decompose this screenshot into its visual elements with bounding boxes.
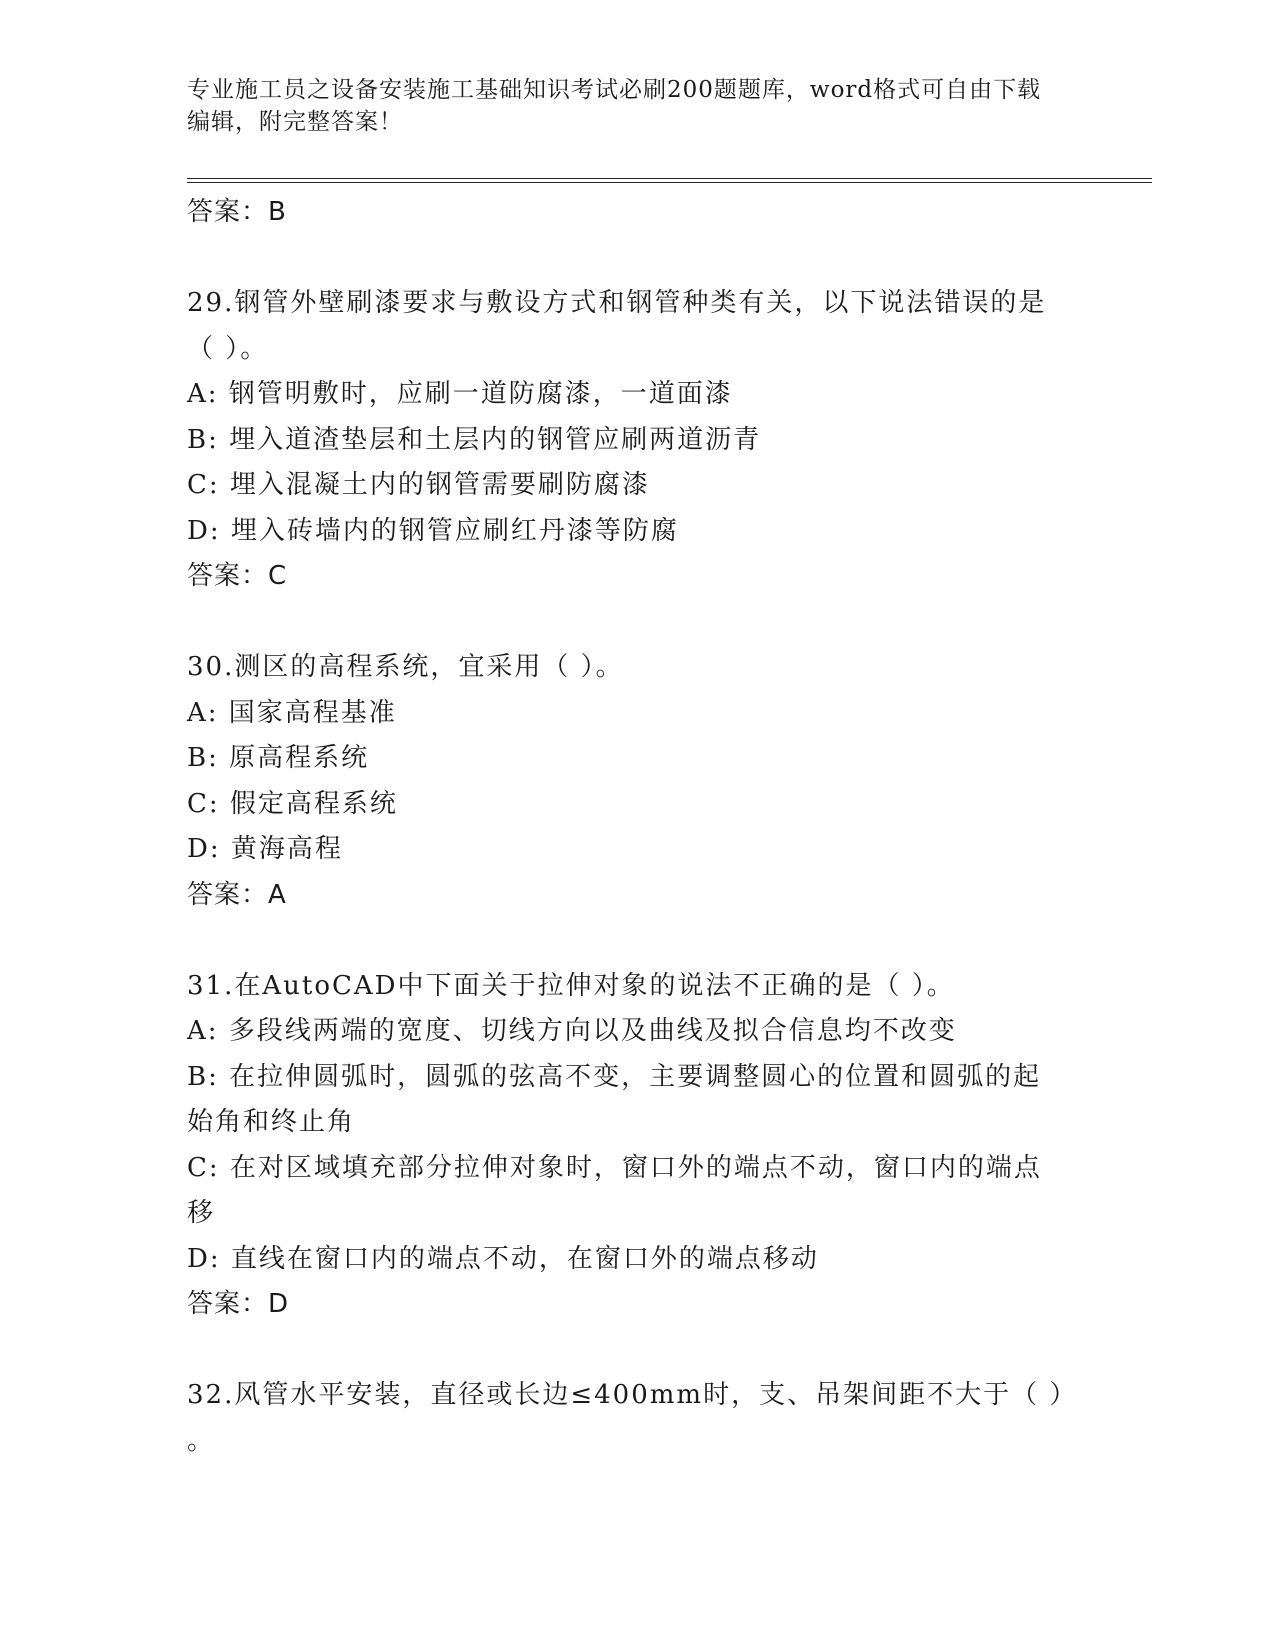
header-divider-top bbox=[187, 178, 1152, 179]
document-header bbox=[187, 74, 1087, 138]
question-stem: 31.在AutoCAD中下面关于拉伸对象的说法不正确的是（ ）。 bbox=[187, 970, 955, 1001]
answer: 答案：C bbox=[187, 561, 288, 591]
spacer bbox=[187, 236, 1087, 282]
header-line-2: 编辑，附完整答案！ bbox=[187, 109, 403, 135]
question-30 bbox=[187, 645, 1087, 918]
spacer bbox=[187, 918, 1087, 964]
answer-previous: 答案：B bbox=[187, 197, 287, 227]
question-29 bbox=[187, 281, 1087, 600]
option-d: D: 黄海高程 bbox=[187, 834, 343, 864]
option-a: A: 多段线两端的宽度、切线方向以及曲线及拟合信息均不改变 bbox=[187, 1016, 957, 1046]
question-list bbox=[187, 190, 1087, 1464]
option-d: D: 直线在窗口内的端点不动，在窗口外的端点移动 bbox=[187, 1243, 819, 1274]
option-b: B: 在拉伸圆弧时，圆弧的弦高不变，主要调整圆心的位置和圆弧的起 bbox=[187, 1061, 1042, 1092]
option-b: B: 埋入道渣垫层和土层内的钢管应刷两道沥青 bbox=[187, 424, 762, 455]
option-b: B: 原高程系统 bbox=[187, 743, 370, 773]
question-stem: 30.测区的高程系统，宜采用（ ）。 bbox=[187, 652, 624, 682]
spacer bbox=[187, 600, 1087, 646]
option-c-cont: 移 bbox=[187, 1198, 216, 1228]
header-divider-bottom bbox=[187, 182, 1152, 183]
question-stem: 29.钢管外壁刷漆要求与敷设方式和钢管种类有关，以下说法错误的是 bbox=[187, 288, 1047, 318]
answer: 答案：A bbox=[187, 879, 287, 910]
option-c: C: 在对区域填充部分拉伸对象时，窗口外的端点不动，窗口内的端点 bbox=[187, 1152, 1042, 1183]
answer: 答案：D bbox=[187, 1289, 290, 1319]
question-stem-cont: 。 bbox=[187, 1425, 216, 1456]
question-stem-cont: （ ）。 bbox=[187, 333, 269, 364]
option-d: D: 埋入砖墙内的钢管应刷红丹漆等防腐 bbox=[187, 515, 679, 546]
header-line-1: 专业施工员之设备安装施工基础知识考试必刷200题题库，word格式可自由下载 bbox=[187, 77, 1042, 103]
option-c: C: 假定高程系统 bbox=[187, 788, 398, 819]
option-b-cont: 始角和终止角 bbox=[187, 1107, 356, 1137]
question-32 bbox=[187, 1373, 1087, 1464]
question-31 bbox=[187, 964, 1087, 1328]
option-a: A: 国家高程基准 bbox=[187, 697, 397, 728]
spacer bbox=[187, 1328, 1087, 1374]
option-a: A: 钢管明敷时，应刷一道防腐漆，一道面漆 bbox=[187, 379, 733, 409]
option-c: C: 埋入混凝土内的钢管需要刷防腐漆 bbox=[187, 470, 650, 500]
question-stem: 32.风管水平安装，直径或长边≤400mm时，支、吊架间距不大于（ ） bbox=[187, 1380, 1078, 1410]
